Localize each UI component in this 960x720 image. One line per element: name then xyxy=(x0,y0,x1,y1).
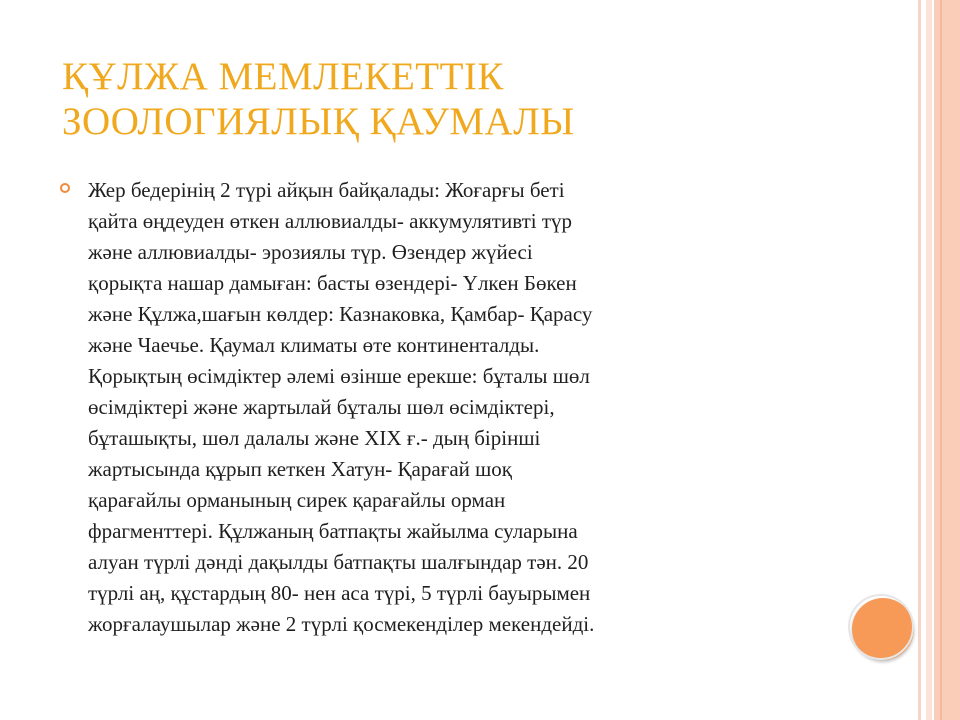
bullet-paragraph xyxy=(88,175,828,640)
body-line: алуан түрлі дәнді дақылды батпақты шалғындар тән. 20 xyxy=(88,550,589,574)
body-line: және Құлжа,шағын көлдер: Казнаковка, Қамбар- Қарасу xyxy=(88,302,593,326)
body-line: қайта өңдеуден өткен аллювиалды- аккумулятивті түр xyxy=(88,209,573,233)
body-line: бұташықты, шөл далалы және XIX ғ.- дың бірінші xyxy=(88,426,541,450)
slide-title xyxy=(62,54,882,144)
body-line: қорықта нашар дамыған: басты өзендері- Үлкен Бөкен xyxy=(88,271,577,295)
decorative-stripe xyxy=(926,0,932,720)
body-line: жорғалаушылар және 2 түрлі қосмекенділер мекендейді. xyxy=(88,612,595,636)
body-line: қарағайлы орманының сирек қарағайлы орман xyxy=(88,488,506,512)
body-line: фрагменттері. Құлжаның батпақты жайылма суларына xyxy=(88,519,578,543)
body-line: және Чаечье. Қаумал климаты өте континенталды. xyxy=(88,333,540,357)
body-line: Жер бедерінің 2 түрі айқын байқалады: Жоғарғы беті xyxy=(88,178,565,202)
decorative-stripe xyxy=(918,0,921,720)
body-line: өсімдіктері және жартылай бұталы шөл өсімдіктері, xyxy=(88,395,555,419)
decorative-stripe xyxy=(940,0,942,720)
bullet-circle-icon xyxy=(60,183,70,193)
slide-title-line: ЗООЛОГИЯЛЫҚ ҚАУМАЛЫ xyxy=(62,100,575,143)
body-text xyxy=(88,175,828,640)
decorative-stripe xyxy=(934,0,960,720)
body-line: және аллювиалды- эрозиялы түр. Өзендер жүйесі xyxy=(88,240,533,264)
body-line: Қорықтың өсімдіктер әлемі өзінше ерекше: бұталы шөл xyxy=(88,364,590,388)
slide-title-line: ҚҰЛЖА МЕМЛЕКЕТТІК xyxy=(62,55,504,98)
body-line: жартысында құрып кеткен Хатун- Қарағай шоқ xyxy=(88,457,512,481)
body-line: түрлі аң, құстардың 80- нен аса түрі, 5 түрлі бауырымен xyxy=(88,581,591,605)
decorative-circle xyxy=(852,598,914,660)
